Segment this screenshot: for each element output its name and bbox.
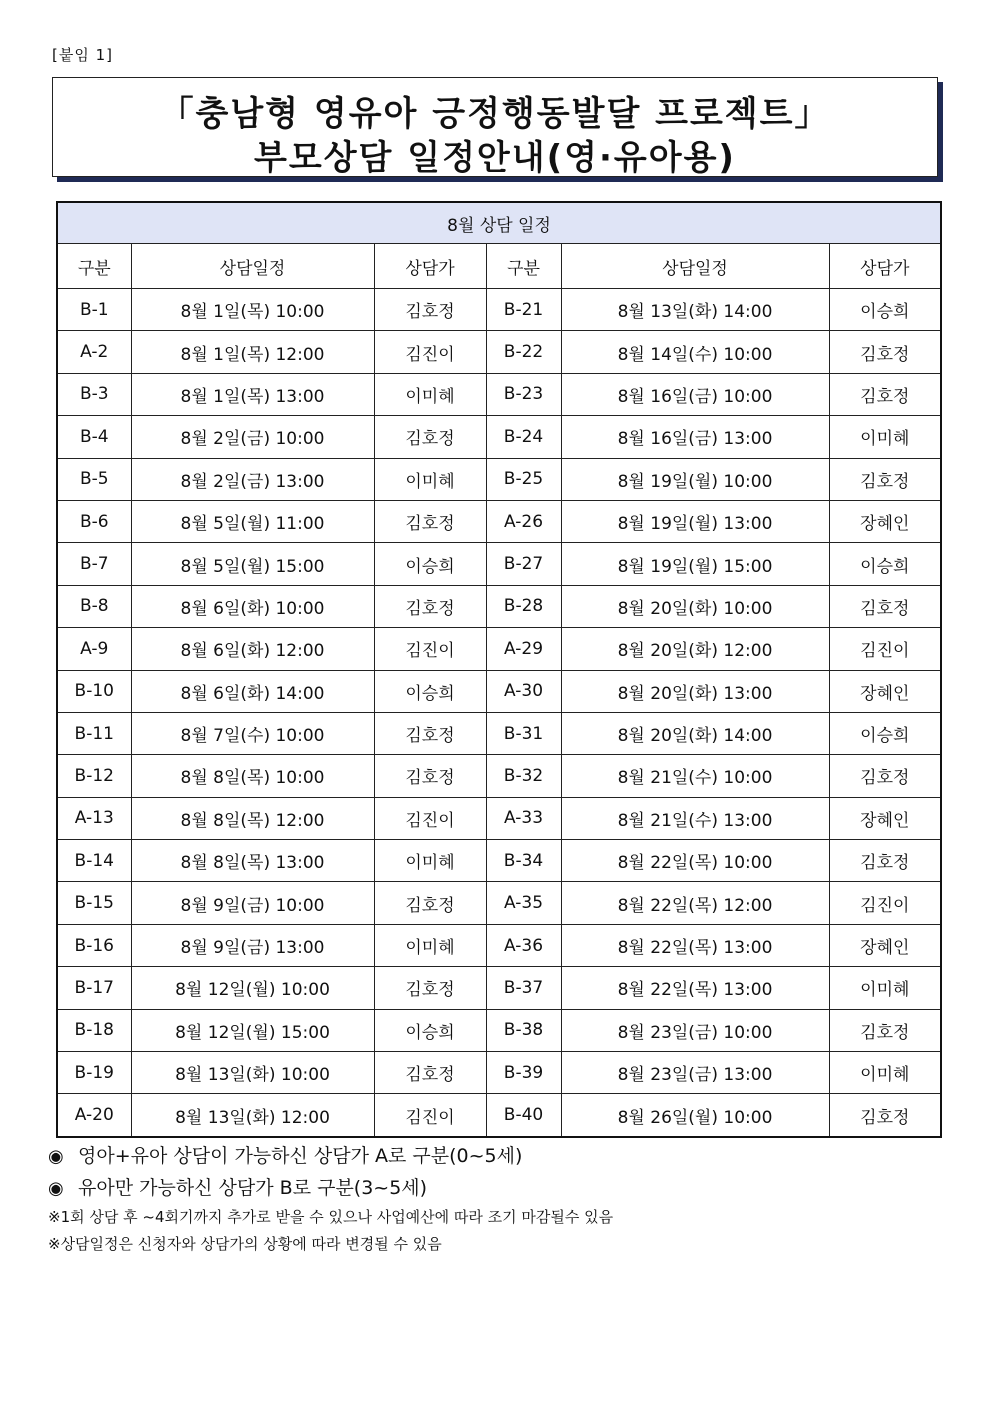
note-text: 영아+유아 상담이 가능하신 상담가 A로 구분(0~5세) — [78, 1145, 523, 1167]
cell-schedule: 8월 20일(화) 14:00 — [561, 712, 829, 754]
cell-schedule: 8월 22일(목) 12:00 — [561, 882, 829, 924]
cell-schedule: 8월 12일(월) 15:00 — [131, 1009, 374, 1051]
table-row — [57, 543, 941, 585]
table-row — [57, 1094, 941, 1137]
cell-category: B-15 — [57, 882, 131, 924]
cell-schedule: 8월 6일(화) 10:00 — [131, 585, 374, 627]
note-bullet — [48, 1140, 948, 1172]
table-row — [57, 967, 941, 1009]
cell-counselor: 김호정 — [374, 289, 486, 331]
cell-category: B-34 — [486, 840, 561, 882]
table-row — [57, 331, 941, 373]
cell-schedule: 8월 1일(목) 10:00 — [131, 289, 374, 331]
cell-counselor: 김진이 — [374, 1094, 486, 1137]
table-header-row — [57, 244, 941, 289]
cell-schedule: 8월 12일(월) 10:00 — [131, 967, 374, 1009]
table-row — [57, 1009, 941, 1051]
title-line-2: 부모상담 일정안내(영·유아용) — [254, 138, 736, 178]
cell-counselor: 장혜인 — [829, 797, 941, 839]
note-bullet — [48, 1172, 948, 1204]
cell-counselor: 김호정 — [829, 331, 941, 373]
table-row — [57, 500, 941, 542]
cell-counselor: 김호정 — [374, 416, 486, 458]
cell-counselor: 김호정 — [829, 1009, 941, 1051]
table-row — [57, 458, 941, 500]
cell-category: B-27 — [486, 543, 561, 585]
table-row — [57, 882, 941, 924]
table-row — [57, 416, 941, 458]
cell-category: B-24 — [486, 416, 561, 458]
cell-schedule: 8월 5일(월) 11:00 — [131, 500, 374, 542]
cell-schedule: 8월 23일(금) 10:00 — [561, 1009, 829, 1051]
cell-category: B-23 — [486, 373, 561, 415]
cell-category: B-8 — [57, 585, 131, 627]
cell-counselor: 이미혜 — [829, 1052, 941, 1094]
notes — [48, 1140, 948, 1258]
cell-counselor: 장혜인 — [829, 670, 941, 712]
cell-schedule: 8월 19일(월) 15:00 — [561, 543, 829, 585]
cell-category: B-31 — [486, 712, 561, 754]
cell-category: A-33 — [486, 797, 561, 839]
cell-schedule: 8월 6일(화) 12:00 — [131, 628, 374, 670]
cell-counselor: 김호정 — [829, 1094, 941, 1137]
title-line-1: 「충남형 영유아 긍정행동발달 프로젝트」 — [159, 94, 831, 134]
cell-schedule: 8월 26일(월) 10:00 — [561, 1094, 829, 1137]
note-text: 유아만 가능하신 상담가 B로 구분(3~5세) — [78, 1177, 428, 1199]
table-row — [57, 373, 941, 415]
table-row — [57, 755, 941, 797]
header-category: 구분 — [57, 244, 131, 289]
cell-category: B-21 — [486, 289, 561, 331]
cell-counselor: 김호정 — [829, 755, 941, 797]
cell-category: B-1 — [57, 289, 131, 331]
cell-category: B-18 — [57, 1009, 131, 1051]
remark: ※1회 상담 후 ~4회기까지 추가로 받을 수 있으나 사업예산에 따라 조기 마감될수 있음 — [48, 1208, 614, 1226]
cell-schedule: 8월 2일(금) 10:00 — [131, 416, 374, 458]
cell-category: B-22 — [486, 331, 561, 373]
table-row — [57, 924, 941, 966]
cell-category: B-5 — [57, 458, 131, 500]
cell-category: B-40 — [486, 1094, 561, 1137]
cell-category: B-7 — [57, 543, 131, 585]
cell-category: B-10 — [57, 670, 131, 712]
table-row — [57, 1052, 941, 1094]
cell-schedule: 8월 20일(화) 10:00 — [561, 585, 829, 627]
cell-counselor: 김호정 — [829, 585, 941, 627]
cell-counselor: 이미혜 — [374, 924, 486, 966]
table-row — [57, 670, 941, 712]
cell-category: A-36 — [486, 924, 561, 966]
cell-counselor: 이승희 — [374, 1009, 486, 1051]
cell-counselor: 김진이 — [374, 797, 486, 839]
cell-schedule: 8월 1일(목) 13:00 — [131, 373, 374, 415]
cell-category: B-4 — [57, 416, 131, 458]
schedule-table — [56, 201, 942, 1138]
cell-schedule: 8월 22일(목) 13:00 — [561, 967, 829, 1009]
cell-schedule: 8월 13일(화) 12:00 — [131, 1094, 374, 1137]
cell-schedule: 8월 23일(금) 13:00 — [561, 1052, 829, 1094]
cell-counselor: 장혜인 — [829, 924, 941, 966]
cell-schedule: 8월 16일(금) 13:00 — [561, 416, 829, 458]
cell-category: B-16 — [57, 924, 131, 966]
cell-category: B-25 — [486, 458, 561, 500]
cell-category: B-39 — [486, 1052, 561, 1094]
cell-schedule: 8월 13일(화) 14:00 — [561, 289, 829, 331]
table-row — [57, 712, 941, 754]
cell-category: B-12 — [57, 755, 131, 797]
cell-schedule: 8월 8일(목) 12:00 — [131, 797, 374, 839]
cell-category: B-14 — [57, 840, 131, 882]
cell-counselor: 이미혜 — [829, 416, 941, 458]
cell-counselor: 이승희 — [374, 670, 486, 712]
cell-schedule: 8월 8일(목) 10:00 — [131, 755, 374, 797]
cell-counselor: 이미혜 — [374, 373, 486, 415]
cell-schedule: 8월 21일(수) 10:00 — [561, 755, 829, 797]
cell-counselor: 김호정 — [374, 967, 486, 1009]
cell-counselor: 김진이 — [374, 628, 486, 670]
header-schedule: 상담일정 — [131, 244, 374, 289]
cell-schedule: 8월 2일(금) 13:00 — [131, 458, 374, 500]
cell-category: B-19 — [57, 1052, 131, 1094]
cell-schedule: 8월 22일(목) 10:00 — [561, 840, 829, 882]
cell-category: A-2 — [57, 331, 131, 373]
cell-schedule: 8월 22일(목) 13:00 — [561, 924, 829, 966]
header-counselor: 상담가 — [374, 244, 486, 289]
cell-counselor: 김호정 — [829, 458, 941, 500]
cell-category: B-11 — [57, 712, 131, 754]
cell-category: A-20 — [57, 1094, 131, 1137]
cell-schedule: 8월 14일(수) 10:00 — [561, 331, 829, 373]
bullet-circle-icon: ◉ — [48, 1146, 64, 1167]
cell-schedule: 8월 5일(월) 15:00 — [131, 543, 374, 585]
cell-counselor: 김호정 — [374, 712, 486, 754]
cell-counselor: 이승희 — [829, 543, 941, 585]
cell-schedule: 8월 9일(금) 13:00 — [131, 924, 374, 966]
table-row — [57, 797, 941, 839]
cell-counselor: 이미혜 — [374, 458, 486, 500]
cell-counselor: 이승희 — [374, 543, 486, 585]
attachment-label: [붙임 1] — [52, 46, 113, 64]
cell-category: B-38 — [486, 1009, 561, 1051]
cell-schedule: 8월 16일(금) 10:00 — [561, 373, 829, 415]
table-row — [57, 585, 941, 627]
cell-category: A-30 — [486, 670, 561, 712]
cell-category: A-26 — [486, 500, 561, 542]
cell-counselor: 이승희 — [829, 289, 941, 331]
cell-category: A-9 — [57, 628, 131, 670]
cell-counselor: 이승희 — [829, 712, 941, 754]
bullet-circle-icon: ◉ — [48, 1178, 64, 1199]
cell-counselor: 김진이 — [829, 882, 941, 924]
header-counselor: 상담가 — [829, 244, 941, 289]
cell-counselor: 김호정 — [829, 840, 941, 882]
cell-schedule: 8월 6일(화) 14:00 — [131, 670, 374, 712]
cell-category: B-6 — [57, 500, 131, 542]
cell-counselor: 장혜인 — [829, 500, 941, 542]
cell-category: A-13 — [57, 797, 131, 839]
header-category: 구분 — [486, 244, 561, 289]
cell-category: B-3 — [57, 373, 131, 415]
cell-category: A-29 — [486, 628, 561, 670]
cell-counselor: 이미혜 — [374, 840, 486, 882]
cell-counselor: 김호정 — [374, 755, 486, 797]
cell-counselor: 김호정 — [374, 585, 486, 627]
remark: ※상담일정은 신청자와 상담가의 상황에 따라 변경될 수 있음 — [48, 1235, 442, 1253]
cell-counselor: 김호정 — [829, 373, 941, 415]
cell-schedule: 8월 7일(수) 10:00 — [131, 712, 374, 754]
table-row — [57, 840, 941, 882]
table-caption: 8월 상담 일정 — [57, 202, 941, 244]
cell-schedule: 8월 9일(금) 10:00 — [131, 882, 374, 924]
cell-counselor: 김호정 — [374, 1052, 486, 1094]
cell-counselor: 김호정 — [374, 500, 486, 542]
cell-schedule: 8월 19일(월) 10:00 — [561, 458, 829, 500]
cell-category: B-17 — [57, 967, 131, 1009]
cell-category: A-35 — [486, 882, 561, 924]
cell-schedule: 8월 20일(화) 12:00 — [561, 628, 829, 670]
title-box — [52, 77, 938, 177]
cell-category: B-37 — [486, 967, 561, 1009]
header-schedule: 상담일정 — [561, 244, 829, 289]
cell-counselor: 이미혜 — [829, 967, 941, 1009]
table-row — [57, 289, 941, 331]
cell-schedule: 8월 21일(수) 13:00 — [561, 797, 829, 839]
cell-category: B-28 — [486, 585, 561, 627]
cell-schedule: 8월 20일(화) 13:00 — [561, 670, 829, 712]
cell-schedule: 8월 1일(목) 12:00 — [131, 331, 374, 373]
cell-category: B-32 — [486, 755, 561, 797]
table-row — [57, 628, 941, 670]
cell-counselor: 김진이 — [374, 331, 486, 373]
cell-counselor: 김진이 — [829, 628, 941, 670]
cell-schedule: 8월 13일(화) 10:00 — [131, 1052, 374, 1094]
cell-schedule: 8월 19일(월) 13:00 — [561, 500, 829, 542]
cell-counselor: 김호정 — [374, 882, 486, 924]
cell-schedule: 8월 8일(목) 13:00 — [131, 840, 374, 882]
